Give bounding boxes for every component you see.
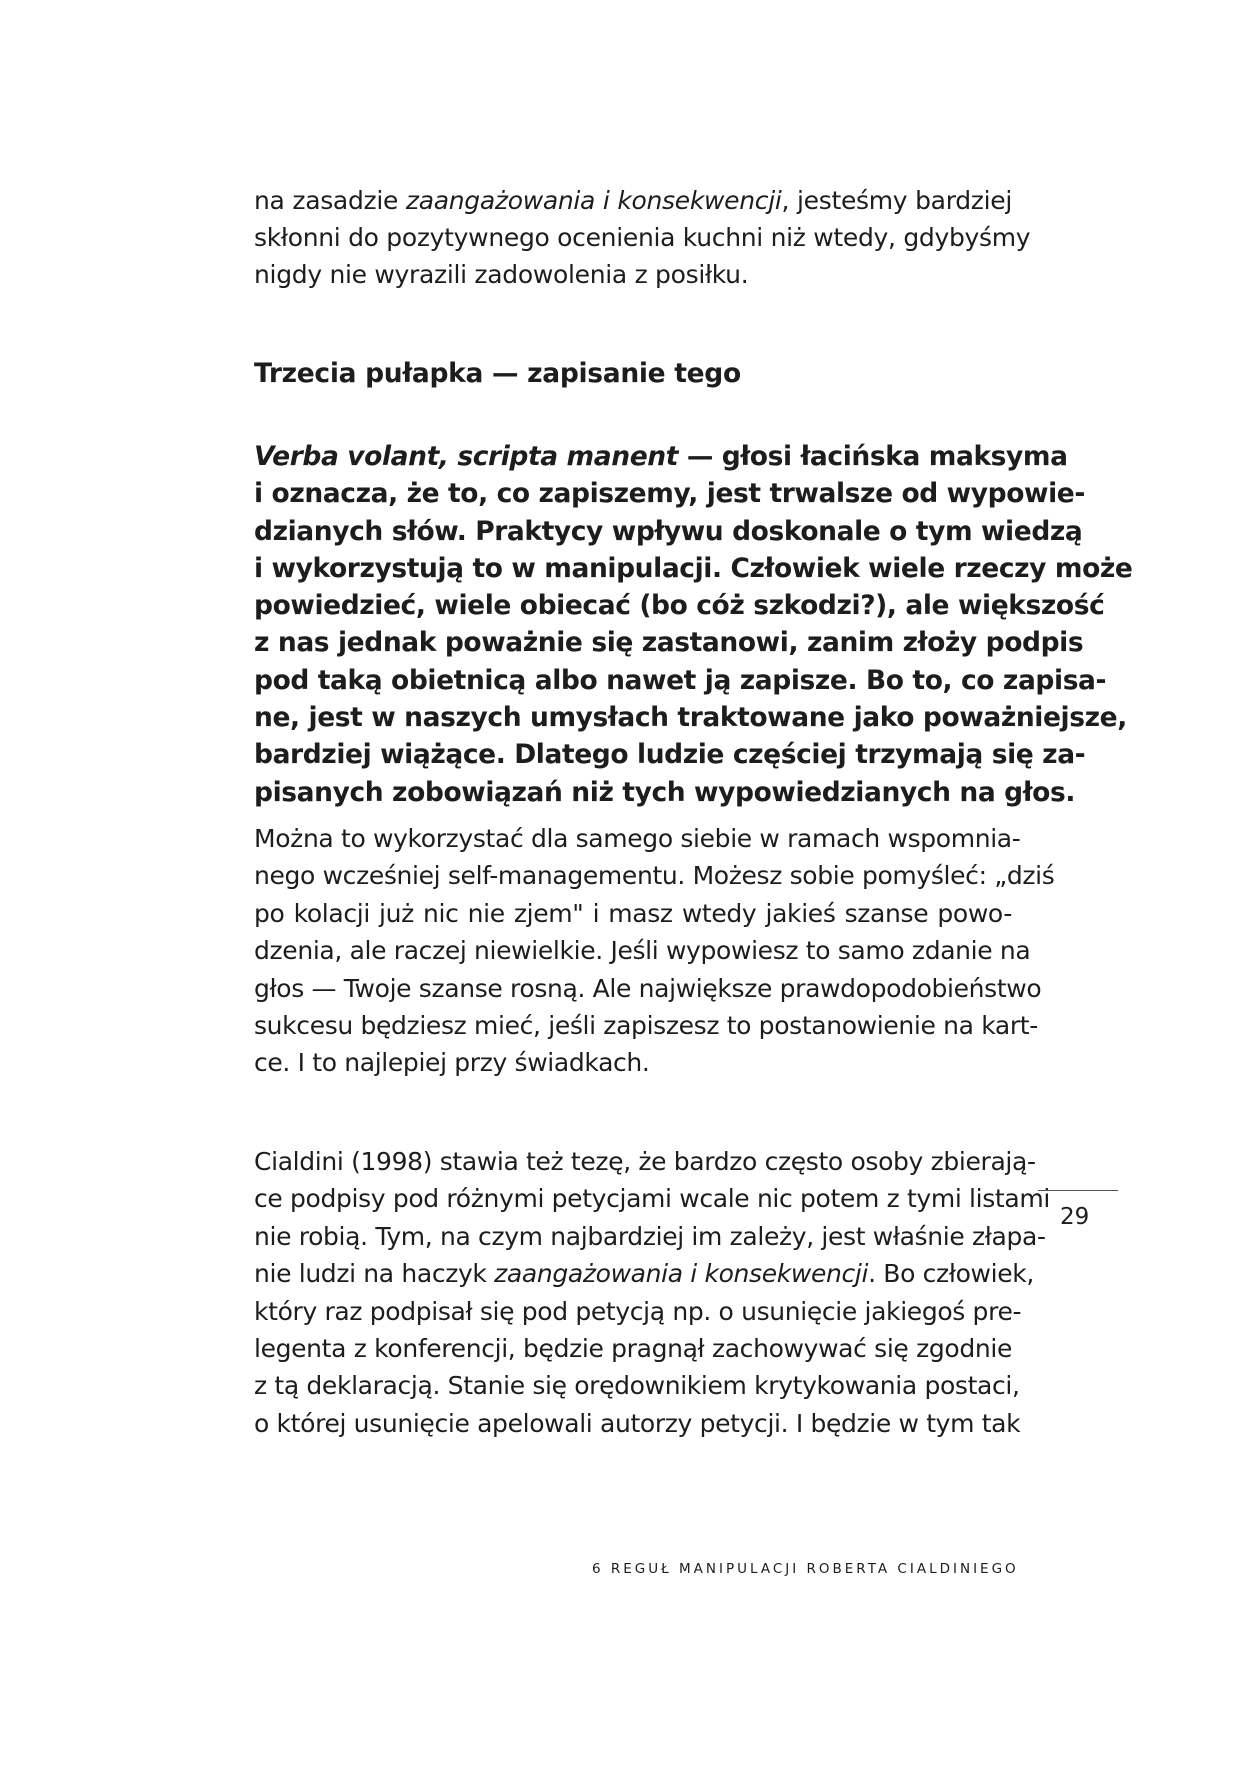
page-number-rule [1038, 1190, 1118, 1191]
text-line: dzianych słów. Praktycy wpływu doskonale o tym wiedzą [254, 515, 1083, 547]
text-line: dzenia, ale raczej niewielkie. Jeśli wypowiesz to samo zdanie na [254, 936, 1031, 966]
emphasis: zaangażowania i konsekwencji [405, 186, 782, 215]
text-line: sukcesu będziesz mieć, jeśli zapiszesz to postanowienie na kart- [254, 1011, 1038, 1041]
body-paragraph [254, 1143, 1050, 1442]
text-line: ce podpisy pod różnymi petycjami wcale nic potem z tymi listami [254, 1184, 1050, 1214]
text-line: pod taką obietnicą albo nawet ją zapisze. Bo to, co zapisa- [254, 664, 1107, 696]
section-heading: Trzecia pułapka — zapisanie tego [254, 358, 741, 389]
text-line: z tą deklaracją. Stanie się orędownikiem krytykowania postaci, [254, 1371, 1020, 1401]
running-footer: 6 REGUŁ MANIPULACJI ROBERTA CIALDINIEGO [592, 1561, 1019, 1577]
text-line: głos — Twoje szanse rosną. Ale największe prawdopodobieństwo [254, 973, 1042, 1003]
text-line: po kolacji już nic nie zjem" i masz wtedy jakieś szanse powo- [254, 898, 1012, 928]
text-line: nie ludzi na haczyk zaangażowania i konsekwencji. Bo człowiek, [254, 1259, 1034, 1289]
text-line: ne, jest w naszych umysłach traktowane jako poważniejsze, [254, 702, 1127, 734]
text-line: z nas jednak poważnie się zastanowi, zanim złoży podpis [254, 627, 1084, 659]
lead-paragraph [254, 438, 1133, 811]
text-line: nego wcześniej self-managementu. Możesz sobie pomyśleć: „dziś [254, 861, 1055, 891]
text-line: Cialdini (1998) stawia też tezę, że bardzo często osoby zbierają- [254, 1147, 1036, 1176]
intro-paragraph [254, 182, 1031, 293]
text-line: Verba volant, scripta manent — głosi łacińska maksyma [254, 441, 1068, 472]
body-paragraph [254, 820, 1055, 1082]
text-line: nigdy nie wyrazili zadowolenia z posiłku. [254, 260, 749, 289]
text-line: i oznacza, że to, co zapiszemy, jest trwalsze od wypowie- [254, 478, 1085, 510]
emphasis: zaangażowania i konsekwencji [494, 1259, 869, 1289]
text-line: Można to wykorzystać dla samego siebie w ramach wspomnia- [254, 824, 1021, 853]
text-line: nie robią. Tym, na czym najbardziej im zależy, jest właśnie złapa- [254, 1221, 1046, 1251]
text-line: legenta z konferencji, będzie pragnął zachowywać się zgodnie [254, 1334, 1012, 1364]
text-line: bardziej wiążące. Dlatego ludzie częściej trzymają się za- [254, 739, 1086, 771]
text-line: o której usunięcie apelowali autorzy petycji. I będzie w tym tak [254, 1408, 1021, 1438]
text-line: powiedzieć, wiele obiecać (bo cóż szkodzi?), ale większość [254, 590, 1105, 622]
text-line: i wykorzystują to w manipulacji. Człowiek wiele rzeczy może [254, 552, 1133, 584]
text-line: który raz podpisał się pod petycją np. o usunięcie jakiegoś pre- [254, 1296, 1022, 1326]
text-line: na zasadzie zaangażowania i konsekwencji, jesteśmy bardziej [254, 186, 1012, 215]
page-number: 29 [1060, 1204, 1090, 1230]
latin-maxim: Verba volant, scripta manent [254, 441, 679, 472]
text-line: pisanych zobowiązań niż tych wypowiedzianych na głos. [254, 776, 1076, 808]
text-line: ce. I to najlepiej przy świadkach. [254, 1048, 650, 1078]
text-line: skłonni do pozytywnego ocenienia kuchni niż wtedy, gdybyśmy [254, 223, 1031, 252]
